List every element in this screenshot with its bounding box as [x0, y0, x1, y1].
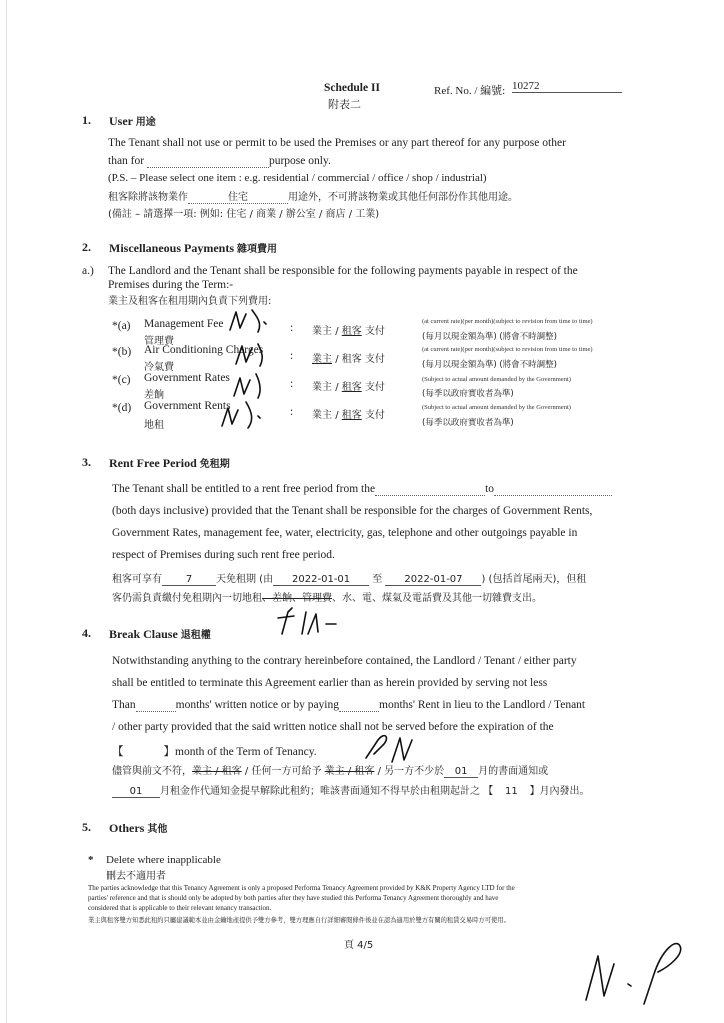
payer-choice[interactable]: 業主 / 租客 支付 — [312, 326, 385, 337]
use-field[interactable]: 住宅 — [188, 188, 288, 204]
s3-line1: The Tenant shall be entitled to a rent free period from the to — [112, 483, 612, 496]
section-3-number: 3. — [82, 455, 91, 469]
item-label: *(c) — [112, 374, 131, 386]
initials-signature — [222, 308, 282, 334]
disclaimer-line1: The parties acknowledge that this Tenancy Agreement is only a proposed Performa Tenancy Agreement provided by K&K Property Agency LTD for the — [88, 884, 515, 892]
s1-line1: The Tenant shall not use or permit to be used the Premises or any part thereof for any purpose other — [108, 137, 566, 149]
payer-choice[interactable]: 業主 / 租客 支付 — [312, 354, 385, 365]
section-3-title: Rent Free Period 免租期 — [109, 456, 230, 470]
item-cn: 管理費 — [144, 336, 174, 347]
disclaimer-line3: considered that is applicable to their relevant tenancy transaction. — [88, 904, 272, 912]
item-note-cn: (每月以現金額為準) (將會不時調整) — [422, 332, 557, 342]
disclaimer-cn: 業主與租客雙方知悉此租約只屬建議範本並由金鑰地產提供予雙方參考，雙方理應自行詳細審閱條件後並在認為適用於雙方有關的租賃交易時方可使用。 — [88, 917, 510, 924]
s1-line2: than for purpose only. — [108, 155, 331, 167]
item-label: *(b) — [112, 346, 132, 358]
section-2-number: 2. — [82, 240, 91, 254]
payer-choice[interactable]: 業主 / 租客 支付 — [312, 410, 385, 421]
item-en: Air Conditioning Charges — [144, 344, 264, 356]
item-note-en: (at current rate)(per month)(subject to revision from time to time) — [422, 346, 593, 353]
s1-line3: (P.S. – Please select one item : e.g. residential / commercial / office / shop / industrial) — [108, 172, 487, 184]
s3-line4: respect of Premises during such rent free period. — [112, 549, 335, 561]
item-cn: 差餉 — [144, 390, 164, 401]
s4-line2: shall be entitled to terminate this Agreement earlier than as herein provided by serving not less — [112, 677, 548, 689]
item-en: Government Rates — [144, 372, 230, 384]
s1-line5: (備註 – 請選擇一項: 例如: 住宅 / 商業 / 辦公室 / 商店 / 工業) — [108, 209, 380, 220]
item-cn: 冷氣費 — [144, 362, 174, 373]
section-2-title: Miscellaneous Payments 雜項費用 — [109, 241, 277, 255]
item-en: Management Fee — [144, 318, 224, 330]
s4-line1: Notwithstanding anything to the contrary hereinbefore contained, the Landlord / Tenant / either party — [112, 655, 577, 667]
s2-intro1: The Landlord and the Tenant shall be responsible for the following payments payable in respect of the — [108, 265, 578, 277]
month-number-field[interactable]: 11 — [505, 786, 518, 797]
s4-line4: / other party provided that the said written notice shall not be served before the expiration of the — [112, 721, 554, 733]
delete-note-en: Delete where inapplicable — [106, 854, 221, 866]
s3-line2: (both days inclusive) provided that the Tenant shall be responsible for the charges of Government Rents, — [112, 505, 593, 517]
section-1-number: 1. — [82, 113, 91, 127]
initials-signature — [230, 370, 280, 400]
initials-signature — [232, 340, 282, 368]
s4-line5: 【 】month of the Term of Tenancy. — [112, 746, 317, 758]
s4-cn-line2: 01 月租金作代通知金提早解除此租約；唯該書面通知不得早於由租期起計之 【 11 】月內發出。 — [112, 782, 590, 798]
rent-free-days-field[interactable]: 7 — [162, 574, 216, 586]
disclaimer-line2: parties' reference and that is should only be adopted by both parties after they have studied this Performa Tenancy Agreement thoroughly and have — [88, 894, 499, 902]
section-4-number: 4. — [82, 626, 91, 640]
item-note-cn: (每季以政府實收者為準) — [422, 418, 514, 428]
s4-line3: Than months' written notice or by paying months' Rent in lieu to the Landlord / Tenant — [112, 699, 586, 711]
item-note-en: (Subject to actual amount demanded by the Government) — [422, 404, 571, 411]
footer-star: * — [88, 854, 94, 866]
initials-signature — [272, 604, 362, 640]
page-number: 頁 4/5 — [344, 940, 374, 951]
item-note-cn: (每季以政府實收者為準) — [422, 389, 514, 399]
s2-a-label: a.) — [82, 265, 94, 277]
delete-note-cn: 刪去不適用者 — [106, 871, 166, 882]
s3-line3: Government Rates, management fee, water, electricity, gas, telephone and other outgoings payable in — [112, 527, 578, 539]
item-cn: 地租 — [144, 420, 164, 431]
scan-edge — [6, 0, 7, 1023]
notice-months-field[interactable]: 01 — [444, 766, 478, 778]
s1-line4: 租客除將該物業作 住宅 用途外，不可將該物業或其他任何部份作其他用途。 — [108, 188, 518, 204]
ref-label: Ref. No. / 編號: — [434, 85, 506, 97]
item-note-en: (at current rate)(per month)(subject to revision from time to time) — [422, 318, 593, 325]
s2-intro2: Premises during the Term:- — [108, 279, 234, 291]
item-note-en: (Subject to actual amount demanded by the Government) — [422, 376, 571, 383]
section-5-number: 5. — [82, 820, 91, 834]
item-note-cn: (每月以現金額為準) (將會不時調整) — [422, 360, 557, 370]
section-1-title: User 用途 — [109, 114, 156, 128]
s4-cn-line1: 儘管與前文不符，業主 / 租客 / 任何一方可給予 業主 / 租客 / 另一方不少於 01 月的書面通知或 — [112, 766, 549, 777]
s3-cn-line2: 客仍需負責繳付免租期內一切地租、差餉、管理費、水、電、煤氣及電話費及其他一切雜費支出。 — [112, 593, 542, 604]
s3-cn-line1: 租客可享有 7 天免租期 (由 2022-01-01 至 2022-01-07 ) (包括首尾兩天)，但租 — [112, 574, 587, 585]
s2-intro-cn: 業主及租客在租用期內負責下列費用: — [108, 296, 272, 307]
item-label: *(a) — [112, 320, 131, 332]
initials-signature — [216, 398, 276, 430]
signature — [580, 930, 700, 1010]
rent-free-from-field[interactable]: 2022-01-01 — [273, 574, 369, 586]
item-en: Government Rents — [144, 400, 231, 412]
schedule-title-cn: 附表二 — [328, 98, 361, 111]
section-5-title: Others 其他 — [109, 821, 168, 835]
payer-choice[interactable]: 業主 / 租客 支付 — [312, 382, 385, 393]
rent-in-lieu-months-field[interactable]: 01 — [112, 786, 160, 798]
ref-value: 10272 — [512, 80, 622, 93]
section-4-title: Break Clause 退租權 — [109, 627, 211, 641]
rent-free-to-field[interactable]: 2022-01-07 — [385, 574, 481, 586]
item-label: *(d) — [112, 402, 132, 414]
schedule-title: Schedule II — [324, 82, 380, 94]
